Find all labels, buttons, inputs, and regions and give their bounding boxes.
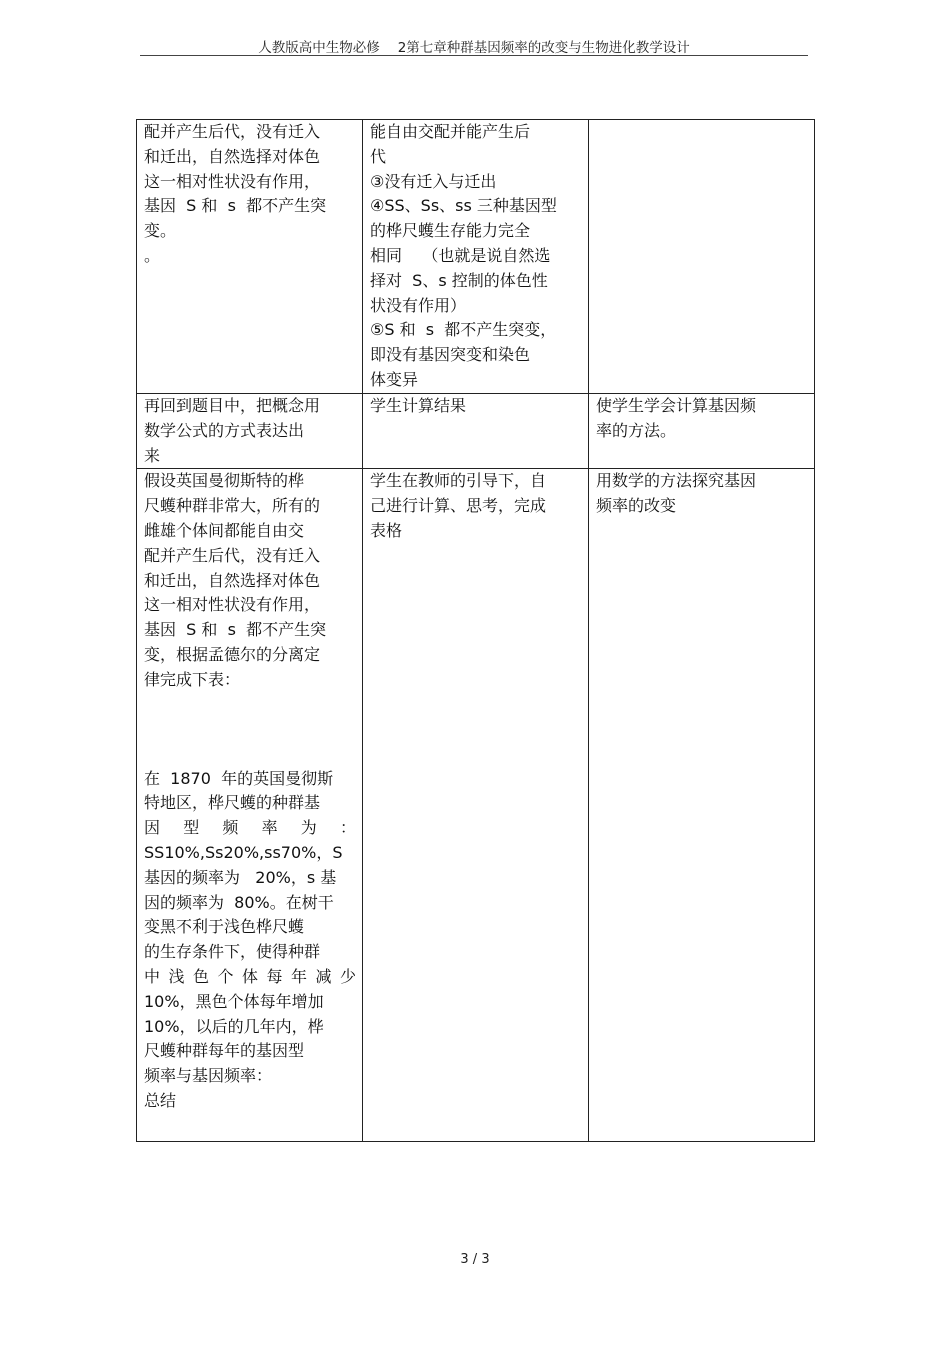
cell-text-line: 尺蠖种群非常大，所有的: [144, 496, 321, 516]
cell-text-line: 配并产生后代，没有迁入: [144, 122, 321, 141]
cell-text-line: 变，根据孟德尔的分离定: [144, 644, 321, 664]
cell-text-line: 状没有作用）: [370, 295, 467, 315]
cell-text-line: 雌雄个体间都能自由交: [144, 520, 305, 540]
cell-text-line: 择对 S、s 控制的体色性: [370, 270, 548, 290]
cell-text-line: 代: [370, 146, 387, 166]
cell-text-line: 尺蠖种群每年的基因型: [144, 1041, 305, 1061]
table-cell-design-intent: [589, 120, 815, 394]
cell-text-line: 配并产生后代，没有迁入: [144, 545, 321, 565]
cell-text-line: 变黑不利于浅色桦尺蠖: [144, 917, 305, 937]
page-header: [140, 36, 808, 56]
cell-text-line: 10%，以后的几年内，桦: [144, 1016, 324, 1036]
cell-text-line: ③没有迁入与迁出: [370, 171, 497, 191]
cell-text-line: 再回到题目中，把概念用: [144, 396, 321, 415]
table-row: [137, 394, 815, 469]
cell-text-line: 学生在教师的引导下，自: [370, 471, 547, 491]
cell-text-line: 频率与基因频率：: [144, 1066, 273, 1086]
cell-text-line: 表格: [370, 520, 403, 540]
cell-text-line: 和迁出，自然选择对体色: [144, 570, 321, 590]
cell-text-line: 体变异: [370, 369, 419, 389]
table-cell-student-activity: [363, 469, 589, 1142]
cell-text-line: 特地区，桦尺蠖的种群基: [144, 793, 321, 813]
cell-text-line: 总结: [144, 1090, 177, 1110]
table-cell-student-activity: [363, 120, 589, 394]
cell-text-line: 能自由交配并能产生后: [370, 122, 531, 141]
table-row: [137, 120, 815, 394]
cell-text-line: 用数学的方法探究基因: [596, 471, 757, 491]
cell-text-line: 即没有基因突变和染色: [370, 345, 531, 365]
cell-text-line: 。: [144, 245, 161, 265]
table-cell-teaching-content: [137, 120, 363, 394]
cell-text-line: SS10%,Ss20%,ss70%，S: [144, 842, 343, 862]
cell-text-line: 因型频率为：: [144, 818, 356, 838]
table-cell-design-intent: [589, 469, 815, 1142]
page-number: 3 / 3: [460, 1252, 490, 1267]
cell-text-line: 学生计算结果: [370, 396, 467, 415]
cell-text-line: 这一相对性状没有作用，: [144, 171, 321, 191]
header-chapter-title: 2第七章种群基因频率的改变与生物进化教学设计: [397, 40, 690, 56]
cell-text-line: ⑤S 和 s 都不产生突变，: [370, 320, 557, 340]
header-rule: [140, 55, 808, 56]
cell-text-line: 假设英国曼彻斯特的桦: [144, 471, 305, 491]
cell-text-line: 己进行计算、思考，完成: [370, 496, 547, 516]
cell-text-line: 律完成下表：: [144, 669, 241, 689]
cell-text-line: 来: [144, 445, 161, 465]
table-cell-student-activity: [363, 394, 589, 469]
table-cell-design-intent: [589, 394, 815, 469]
cell-text-line: 因的频率为 80%。在树干: [144, 892, 334, 912]
cell-text-line: 和迁出，自然选择对体色: [144, 146, 321, 166]
cell-text-line: 中浅色个体每年减少: [144, 966, 356, 986]
cell-text-line: 变。: [144, 221, 177, 241]
cell-text-line: 10%，黑色个体每年增加: [144, 991, 324, 1011]
cell-text-line: ④SS、Ss、ss 三种基因型: [370, 196, 557, 216]
table-cell-teaching-content: [137, 394, 363, 469]
cell-text-line: 基因的频率为 20%，s 基: [144, 867, 337, 887]
cell-text-line: 频率的改变: [596, 496, 677, 516]
cell-text-line: 相同 （也就是说自然选: [370, 245, 551, 265]
cell-text-line: 在 1870 年的英国曼彻斯: [144, 768, 334, 788]
cell-text-line: 基因 S 和 s 都不产生突: [144, 620, 327, 640]
cell-text-line: 基因 S 和 s 都不产生突: [144, 196, 327, 216]
cell-text-line: 率的方法。: [596, 420, 677, 440]
cell-text-line: 数学公式的方式表达出: [144, 420, 305, 440]
table-row: [137, 469, 815, 1142]
cell-text-line: 的桦尺蠖生存能力完全: [370, 221, 531, 241]
header-book-title: 人教版高中生物必修: [258, 40, 380, 56]
table-cell-teaching-content: [137, 469, 363, 1142]
lesson-plan-table: [136, 119, 815, 1142]
cell-text-line: 这一相对性状没有作用，: [144, 595, 321, 615]
cell-text-line: 使学生学会计算基因频: [596, 396, 757, 415]
cell-text-line: 的生存条件下，使得种群: [144, 942, 321, 962]
